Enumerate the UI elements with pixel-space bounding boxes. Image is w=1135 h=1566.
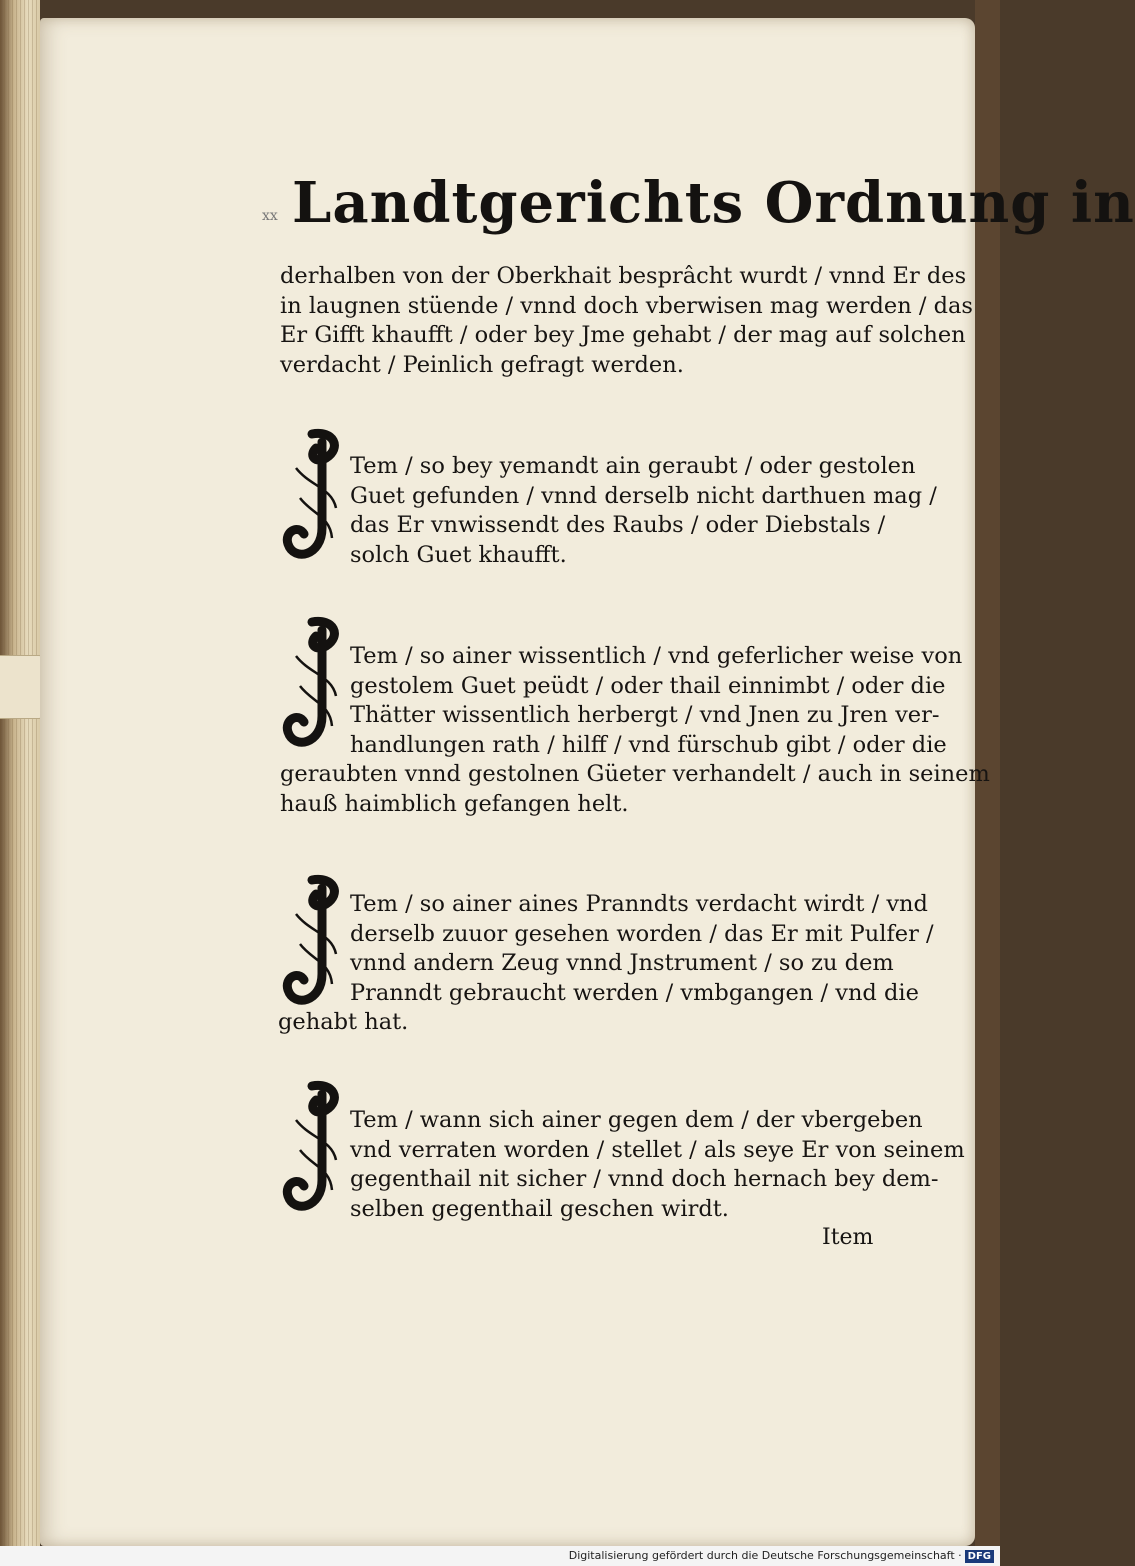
paragraph-5 — [350, 1106, 965, 1224]
text-line: Pranndt gebraucht werden / vmbgangen / vnd die — [350, 979, 919, 1006]
text-line: solch Guet khaufft. — [350, 541, 567, 568]
text-line: Tem / so bey yemandt ain geraubt / oder gestolen — [350, 453, 916, 479]
text-line: selben gegenthail geschen wirdt. — [350, 1195, 729, 1222]
text-line: vnnd andern Zeug vnnd Jnstrument / so zu dem — [350, 950, 894, 976]
paragraph-1 — [280, 262, 973, 380]
paragraph-2 — [350, 452, 937, 570]
running-head: Landtgerichts Ordnung in — [292, 170, 1135, 236]
decorated-initial-j — [282, 616, 344, 754]
dfg-logo: DFG — [965, 1550, 994, 1563]
text-line: Tem / so ainer wissentlich / vnd geferlicher weise von — [350, 643, 963, 669]
folio-fragment: xx — [262, 208, 278, 224]
text-line: Guet gefunden / vnnd derselb nicht darthuen mag / — [350, 482, 937, 509]
page-tab-marker — [0, 655, 45, 719]
text-line: verdacht / Peinlich gefragt werden. — [280, 351, 684, 378]
paragraph-3-full — [280, 760, 990, 819]
book-page-edges — [0, 0, 40, 1546]
paragraph-4-full — [278, 1008, 408, 1038]
dfg-credit — [569, 1548, 994, 1564]
text-line: derselb zuuor gesehen worden / das Er mit Pulfer / — [350, 920, 934, 947]
footer-text: Digitalisierung gefördert durch die Deutsche Forschungsgemeinschaft · — [568, 1549, 962, 1562]
decorated-initial-j — [282, 1080, 344, 1218]
text-line: hauß haimblich gefangen helt. — [280, 790, 629, 817]
text-line: gegenthail nit sicher / vnnd doch hernach bey dem- — [350, 1166, 939, 1192]
text-line: gehabt hat. — [278, 1009, 409, 1035]
paragraph-3-indented — [350, 642, 962, 760]
text-line: Tem / so ainer aines Pranndts verdacht wirdt / vnd — [350, 891, 928, 917]
catchword: Item — [822, 1225, 874, 1250]
decorated-initial-j — [282, 428, 344, 566]
text-line: Tem / wann sich ainer gegen dem / der vbergeben — [350, 1107, 923, 1133]
text-line: gestolem Guet peüdt / oder thail einnimbt / oder die — [350, 672, 946, 699]
text-line: in laugnen stüende / vnnd doch vberwisen mag werden / das — [280, 292, 973, 319]
paragraph-4-indented — [350, 890, 934, 1008]
text-line: Er Gifft khaufft / oder bey Jme gehabt / der mag auf solchen — [280, 322, 966, 348]
decorated-initial-j — [282, 874, 344, 1012]
text-line: derhalben von der Oberkhait besprâcht wurdt / vnnd Er des — [280, 263, 967, 289]
text-line: geraubten vnnd gestolnen Güeter verhandelt / auch in seinem — [280, 761, 990, 787]
text-line: Thätter wissentlich herbergt / vnd Jnen zu Jren ver- — [350, 702, 940, 728]
text-line: vnd verraten worden / stellet / als seye Er von seinem — [350, 1136, 965, 1163]
text-line: handlungen rath / hilff / vnd fürschub gibt / oder die — [350, 731, 947, 758]
text-line: das Er vnwissendt des Raubs / oder Diebstals / — [350, 512, 886, 538]
